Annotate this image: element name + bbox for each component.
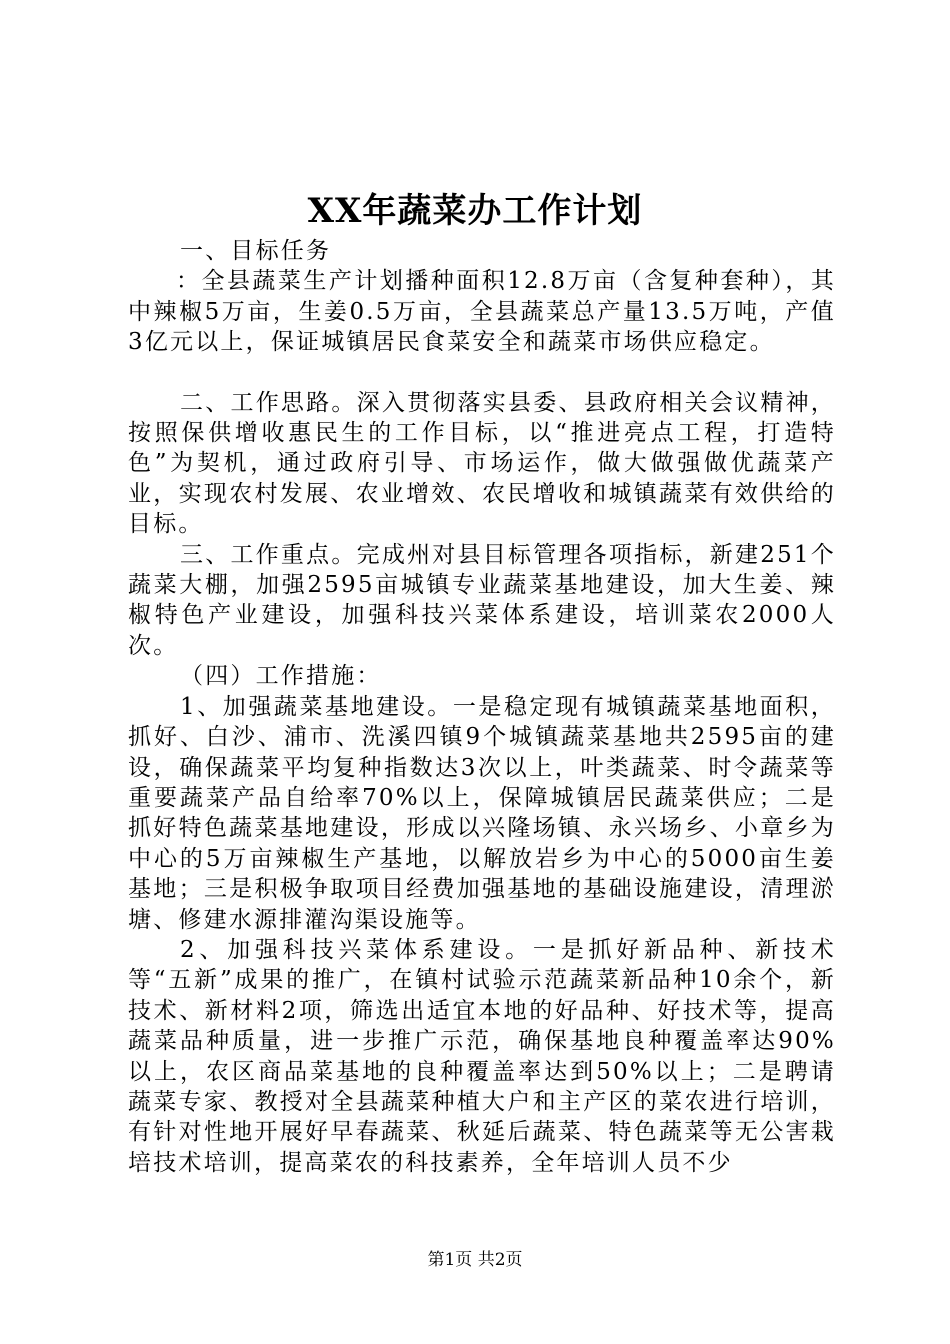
document-body [128,236,836,1178]
paragraph-gap [128,358,836,388]
section-heading-goals: 一、目标任务 [180,238,332,264]
page-indicator: 第1页 共2页 [427,1250,523,1270]
paragraph-measure-2: 2、加强科技兴菜体系建设。一是抓好新品种、新技术等“五新”成果的推广，在镇村试验示范蔬菜新品种10余个，新技术、新材料2项，筛选出适宜本地的好品种、好技术等，提高蔬菜品种质量，进一步推广示范，确保基地良种覆盖率达90%以上，农区商品菜基地的良种覆盖率达到50%以上；二是聘请蔬菜专家、教授对全县蔬菜种植大户和主产区的菜农进行培训，有针对性地开展好早春蔬菜、秋延后蔬菜、特色蔬菜等无公害栽培技术培训，提高菜农的科技素养，全年培训人员不少 [128,936,836,1176]
paragraph-work-approach: 二、工作思路。深入贯彻落实县委、县政府相关会议精神，按照保供增收惠民生的工作目标，以“推进亮点工程，打造特色”为契机，通过政府引导、市场运作，做大做强做优蔬菜产业，实现农村发展、农业增效、农民增收和城镇蔬菜有效供给的目标。 [128,389,836,538]
section-heading-measures: （四）工作措施： [180,663,382,690]
paragraph-goals: ：全县蔬菜生产计划播种面积12.8万亩（含复种套种），其中辣椒5万亩，生姜0.5万亩，全县蔬菜总产量13.5万吨，产值3亿元以上，保证城镇居民食菜安全和蔬菜市场供应稳定。 [128,268,836,356]
page-title: XX年蔬菜办工作计划 [307,191,643,231]
paragraph-work-focus: 三、工作重点。完成州对县目标管理各项指标，新建251个蔬菜大棚，加强2595亩城镇专业蔬菜基地建设，加大生姜、辣椒特色产业建设，加强科技兴菜体系建设，培训菜农2000人次。 [128,541,836,659]
paragraph-measure-1: 1、加强蔬菜基地建设。一是稳定现有城镇蔬菜基地面积，抓好、白沙、浦市、洗溪四镇9个城镇蔬菜基地共2595亩的建设，确保蔬菜平均复种指数达3次以上，叶类蔬菜、时令蔬菜等重要蔬菜产品自给率70%以上，保障城镇居民蔬菜供应；二是抓好特色蔬菜基地建设，形成以兴隆场镇、永兴场乡、小章乡为中心的5万亩辣椒生产基地，以解放岩乡为中心的5000亩生姜基地；三是积极争取项目经费加强基地的基础设施建设，清理淤塘、修建水源排灌沟渠设施等。 [128,693,836,933]
